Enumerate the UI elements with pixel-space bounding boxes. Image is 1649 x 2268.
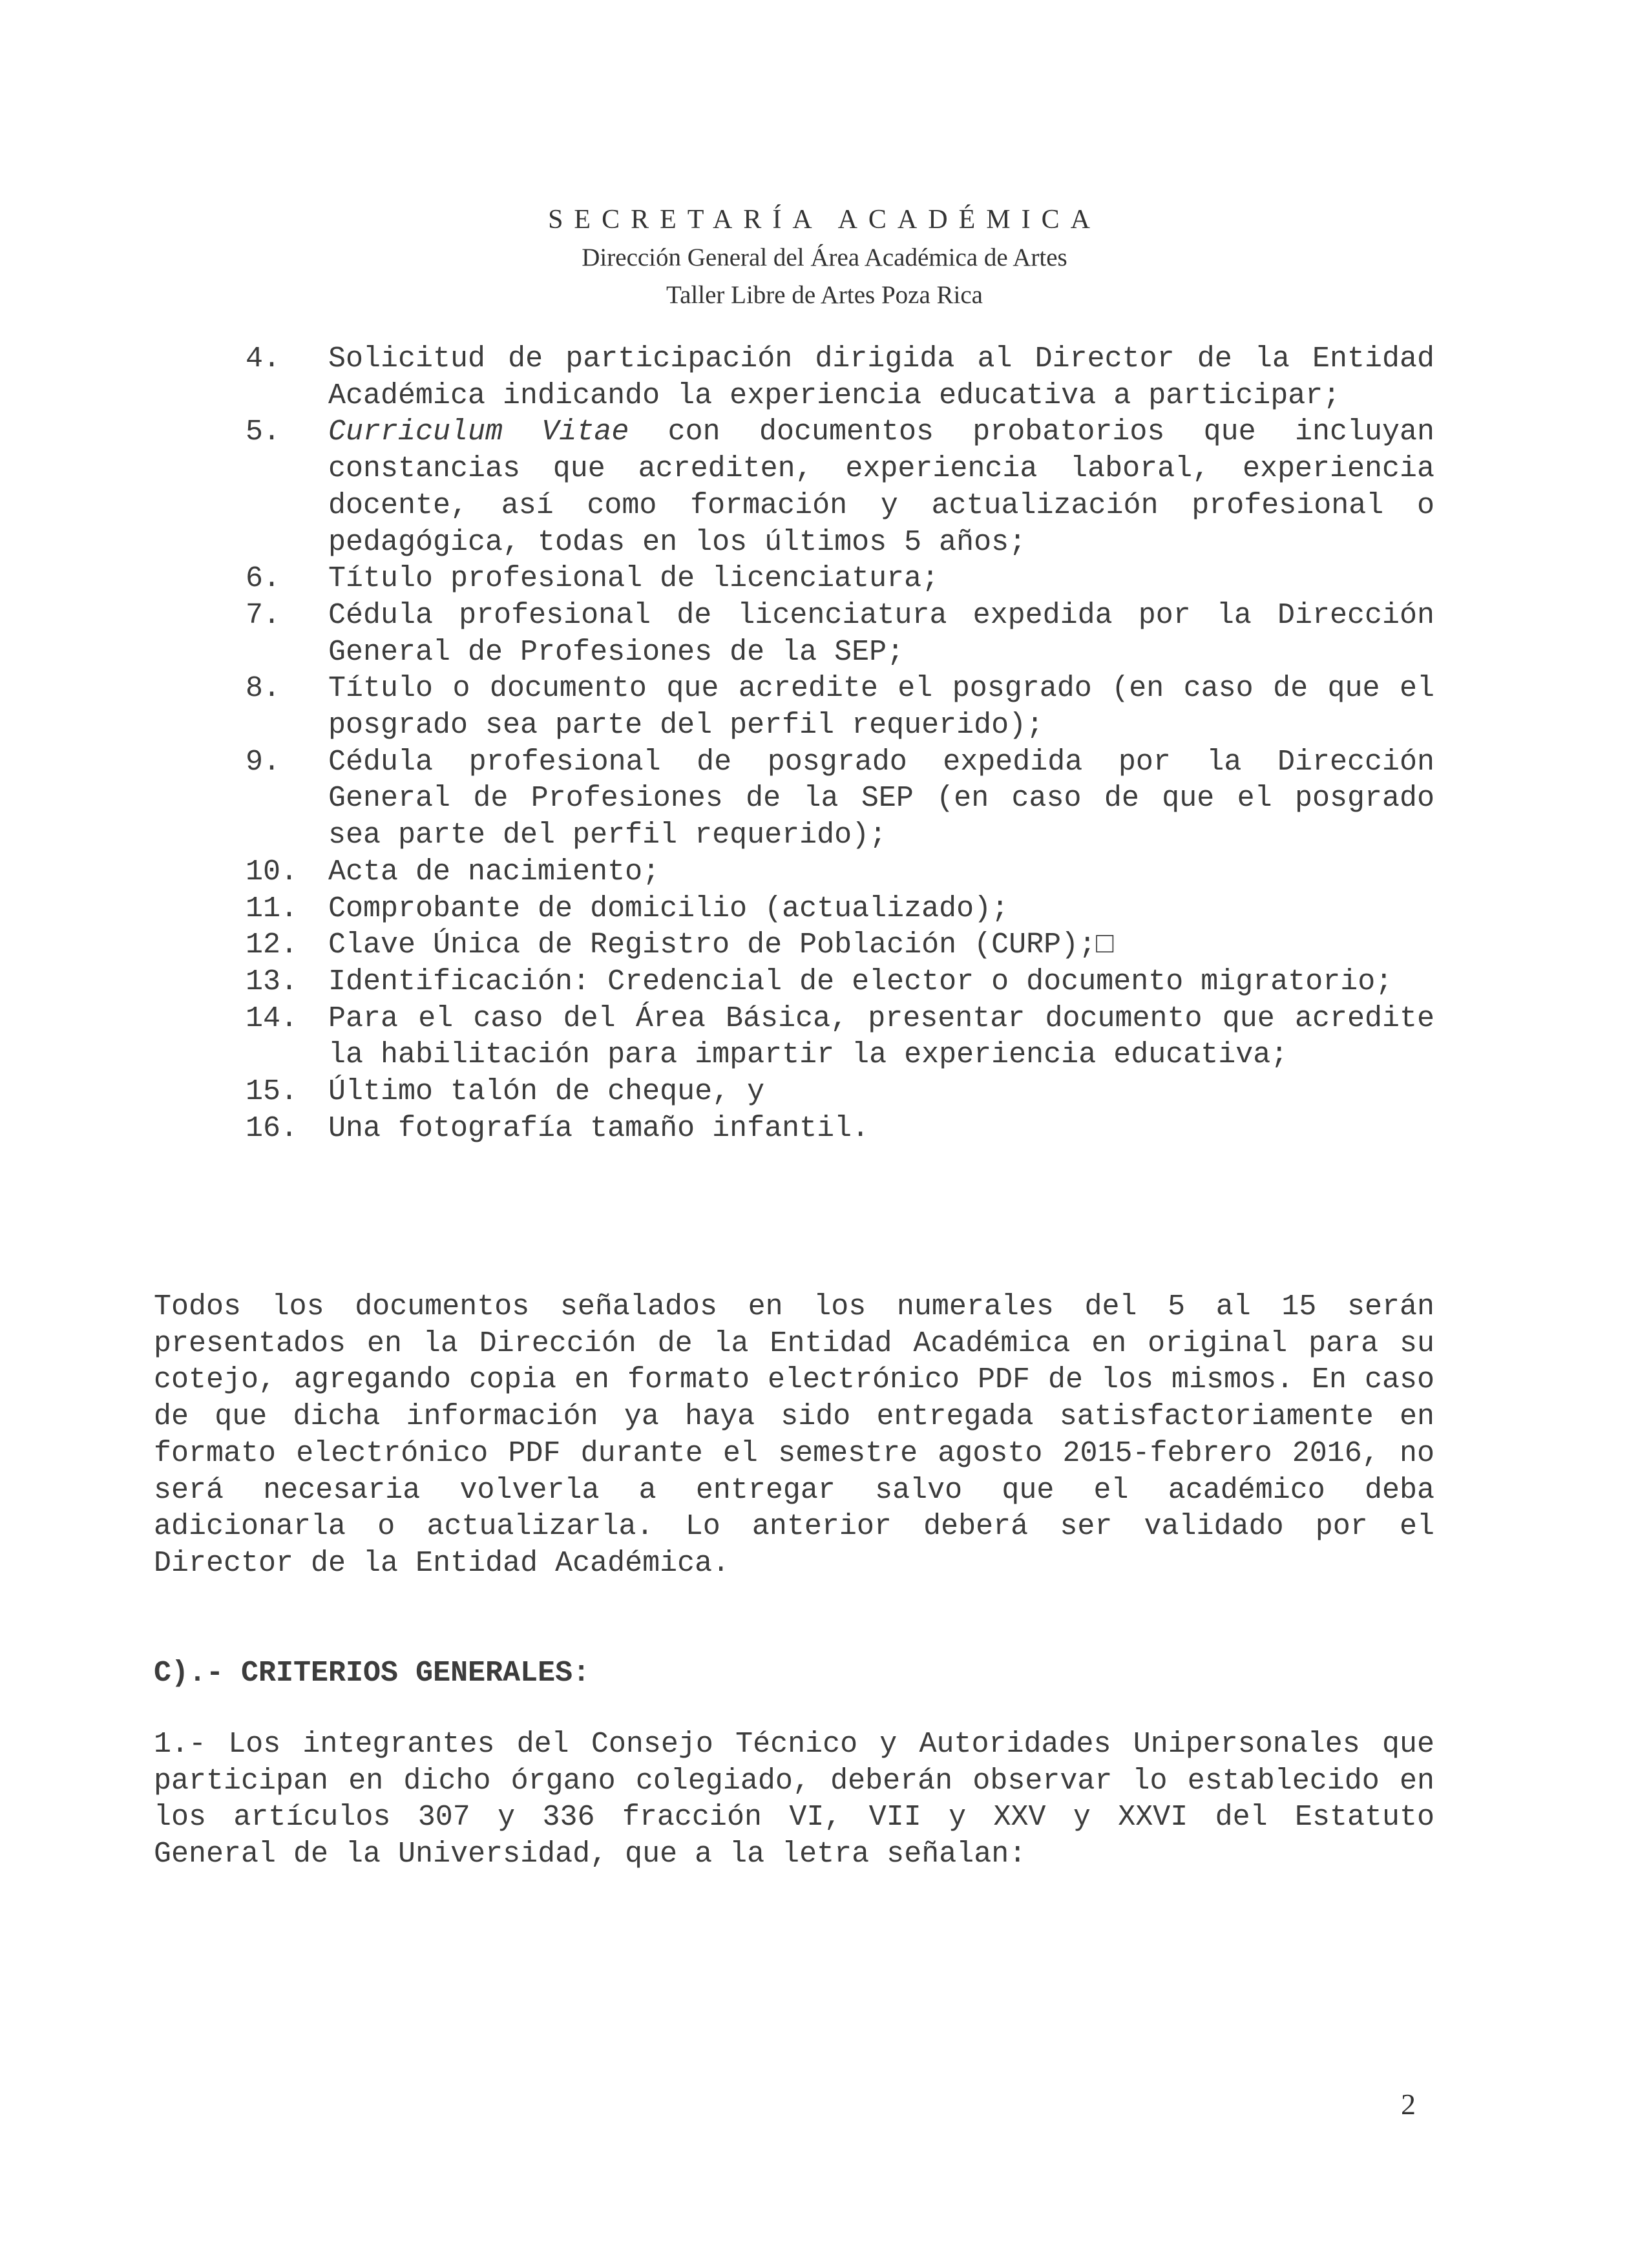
- page-number: 2: [1401, 2088, 1416, 2121]
- list-item: 6. Título profesional de licenciatura;: [246, 562, 940, 596]
- list-item: 11. Comprobante de domicilio (actualizado);: [246, 892, 1009, 925]
- header-secretaria: SECRETARÍA ACADÉMICA: [548, 205, 1101, 235]
- list-item: 8. Título o documento que acredite el posgrado (en caso de que el posgrado sea parte del perfil requerido);: [246, 672, 1434, 742]
- header-direccion: Dirección General del Área Académica de Artes: [582, 244, 1067, 271]
- list-item: 14. Para el caso del Área Básica, presentar documento que acredite la habilitación para impartir la experiencia educativa;: [246, 1002, 1434, 1072]
- list-item: 12. Clave Única de Registro de Población (CURP);□: [246, 929, 1114, 962]
- criteria-paragraph: 1.- Los integrantes del Consejo Técnico y Autoridades Unipersonales que participan en dicho órgano colegiado, deberán observar lo establecido en los artículos 307 y 336 fracción VI, VII y XXV y XXVI del Estatuto General de la Universidad, que a la letra señalan:: [154, 1728, 1434, 1871]
- list-item: 5. Curriculum Vitae con documentos probatorios que incluyan constancias que acrediten, experiencia laboral, experiencia docente, así como formación y actualización profesional o pedagógica, todas en los últimos 5 años;: [246, 415, 1434, 559]
- list-item: 16. Una fotografía tamaño infantil.: [246, 1111, 870, 1145]
- list-item: 7. Cédula profesional de licenciatura expedida por la Dirección General de Profesiones de la SEP;: [246, 598, 1434, 669]
- header-taller: Taller Libre de Artes Poza Rica: [666, 281, 983, 309]
- list-item: 10. Acta de nacimiento;: [246, 855, 660, 888]
- section-heading: C).- CRITERIOS GENERALES:: [154, 1657, 591, 1690]
- documents-paragraph: Todos los documentos señalados en los numerales del 5 al 15 serán presentados en la Dirección de la Entidad Académica en original para su cotejo, agregando copia en formato electrónico PDF de los mismos. En caso de que dicha información ya haya sido entregada satisfactoriamente en formato electrónico PDF durante el semestre agosto 2015-febrero 2016, no será necesaria volverla a entregar salvo que el académico deba adicionarla o actualizarla. Lo anterior deberá ser validado por el Director de la Entidad Académica.: [154, 1290, 1434, 1580]
- list-item: 4. Solicitud de participación dirigida al Director de la Entidad Académica indicando la experiencia educativa a participar;: [246, 342, 1434, 412]
- document-header: [0, 200, 1649, 314]
- list-item: 15. Último talón de cheque, y: [246, 1075, 765, 1109]
- list-item: 13. Identificación: Credencial de elector o documento migratorio;: [246, 965, 1393, 998]
- list-item: 9. Cédula profesional de posgrado expedida por la Dirección General de Profesiones de la SEP (en caso de que el posgrado sea parte del perfil requerido);: [246, 745, 1434, 852]
- requirements-list: [246, 341, 1434, 1147]
